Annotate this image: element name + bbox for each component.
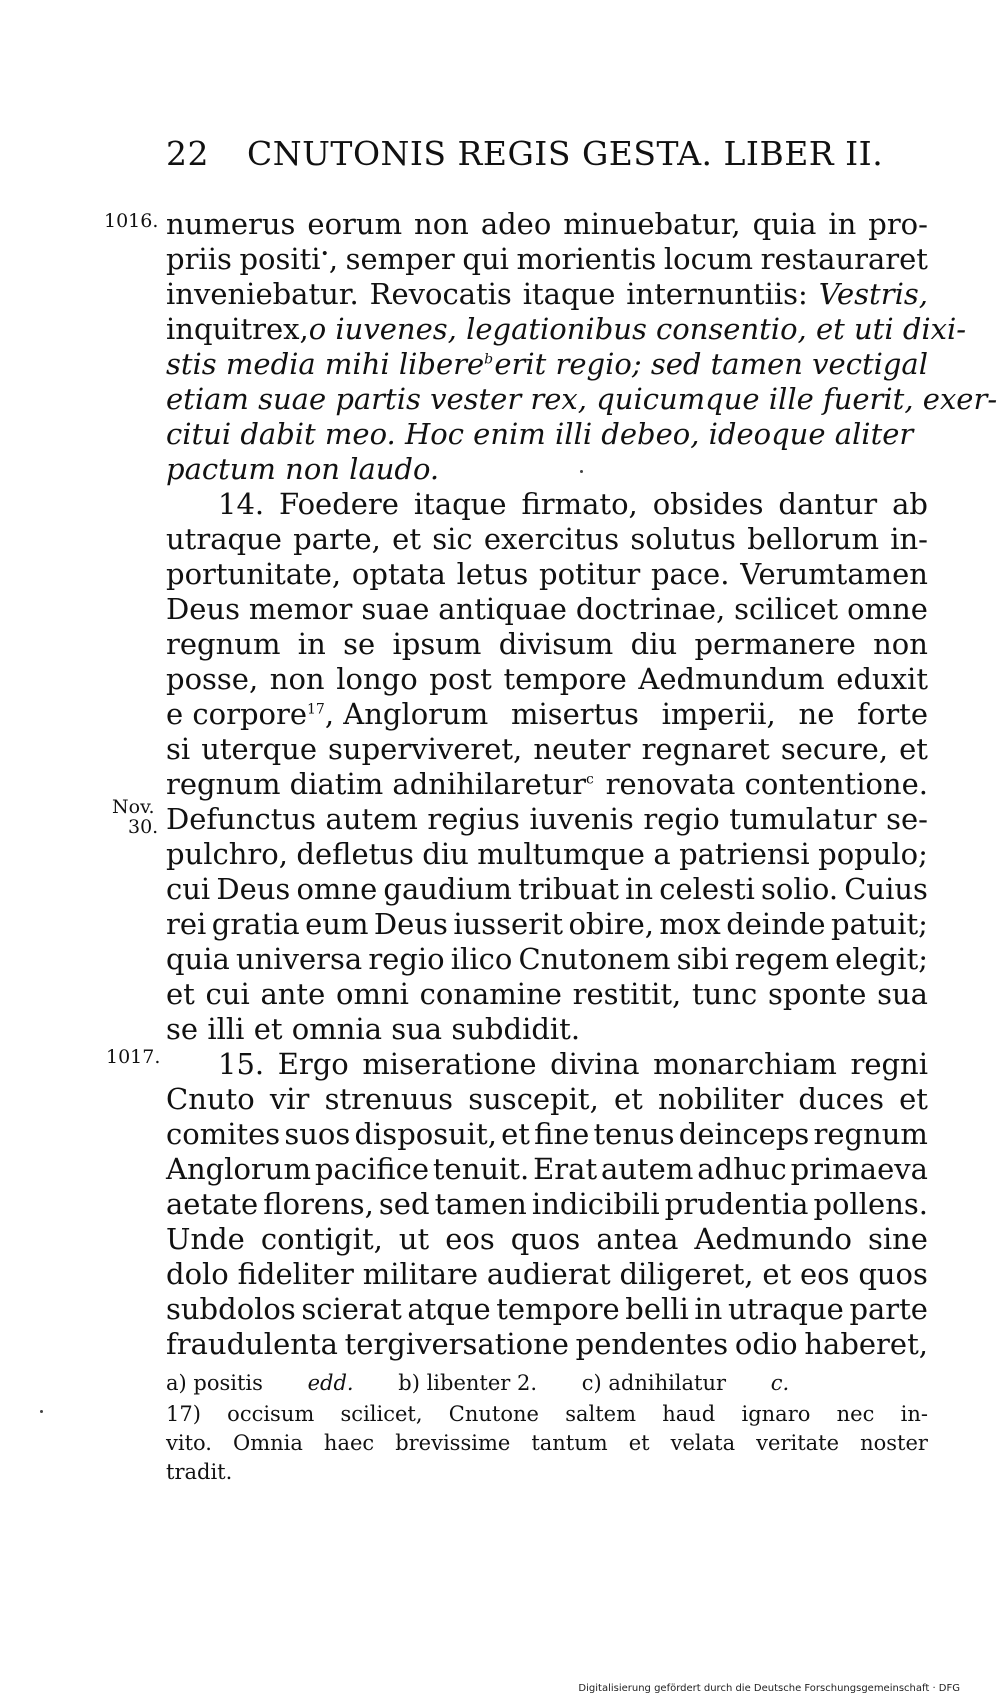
- running-header: [166, 134, 884, 173]
- footnote-17-line: tradit.: [166, 1460, 233, 1484]
- text-line: e corpore$^{17}$, Anglorum misertus imperii, ne forte: [166, 697, 928, 731]
- text-line: regnum in se ipsum divisum diu permanere non: [166, 627, 928, 661]
- text-line: Defunctus autem regius iuvenis regio tumulatur se-: [166, 802, 928, 836]
- text-line: numerus eorum non adeo minuebatur, quia in pro-: [166, 207, 928, 241]
- footnote-c: c) adnihilatur c.: [581, 1371, 790, 1395]
- text-line: pactum non laudo.: [166, 452, 440, 486]
- text-line: portunitate, optata letus potitur pace. Verumtamen: [166, 557, 928, 591]
- text-line: aetate florens, sed tamen indicibili prudentia pollens.: [166, 1187, 928, 1221]
- text-line: subdolos scierat atque tempore belli in utraque parte: [166, 1292, 928, 1326]
- text-line: dolo fideliter militare audierat diligeret, et eos quos: [166, 1257, 928, 1291]
- text-line: etiam suae partis vester rex, quicumque ille fuerit, exer-: [166, 382, 998, 416]
- text-line: Unde contigit, ut eos quos antea Aedmundo sine: [166, 1222, 928, 1256]
- text-line: regnum diatim adnihilaretur$^c$ renovata contentione.: [166, 767, 928, 801]
- margin-date-month: Nov.: [112, 796, 155, 818]
- text-line: priis positi•, semper qui morientis locum restauraret: [166, 242, 928, 276]
- text-line: et cui ante omni conamine restitit, tunc sponte sua: [166, 977, 928, 1011]
- text-line: fraudulenta tergiversatione pendentes odio haberet,: [166, 1327, 928, 1361]
- running-title: CNUTONIS REGIS GESTA. LIBER II.: [247, 134, 884, 173]
- footnote-17: 17) occisum scilicet, Cnutone saltem haud ignaro nec in-: [166, 1402, 928, 1426]
- text-line: Anglorum pacifice tenuit. Erat autem adhuc primaeva: [166, 1152, 928, 1186]
- text-line: quia universa regio ilico Cnutonem sibi regem elegit;: [166, 942, 928, 976]
- text-line: 14. Foedere itaque firmato, obsides dantur ab: [218, 487, 928, 521]
- text-line: posse, non longo post tempore Aedmundum eduxit: [166, 662, 928, 696]
- speck: [40, 1410, 43, 1413]
- text-line: se illi et omnia sua subdidit.: [166, 1012, 581, 1046]
- text-line: citui dabit meo. Hoc enim illi debeo, ideoque aliter: [166, 417, 914, 451]
- margin-date-day: 30.: [128, 816, 159, 838]
- text-line: rei gratia eum Deus iusserit obire, mox deinde patuit;: [166, 907, 928, 941]
- margin-year-1016: 1016.: [104, 210, 159, 232]
- page-number: 22: [166, 134, 209, 173]
- digitization-credit: Digitalisierung gefördert durch die Deutsche Forschungsgemeinschaft · DFG: [578, 1683, 960, 1694]
- footnote-a: a) positis edd.: [166, 1371, 354, 1395]
- text-line: Cnuto vir strenuus suscepit, et nobiliter duces et: [166, 1082, 928, 1116]
- text-line: inveniebatur. Revocatis itaque internuntiis: Vestris,: [166, 277, 928, 311]
- text-line: Deus memor suae antiquae doctrinae, scilicet omne: [166, 592, 928, 626]
- margin-year-1017: 1017.: [106, 1046, 161, 1068]
- footnote-b: b) libenter 2.: [398, 1371, 538, 1395]
- text-line: stis media mihi libere$^b$ erit regio; sed tamen vectigal: [166, 347, 928, 381]
- footnote-17-line: vito. Omnia haec brevissime tantum et velata veritate noster: [166, 1431, 928, 1455]
- footnote-ref-17: 17: [307, 701, 325, 718]
- footnotes-letters: [166, 1371, 827, 1395]
- text-line: pulchro, defletus diu multumque a patriensi populo;: [166, 837, 928, 871]
- text-line: inquit rex, o iuvenes, legationibus consentio, et uti dixi-: [166, 312, 967, 346]
- text-line: 15. Ergo miseratione divina monarchiam regni: [218, 1047, 928, 1081]
- text-line: comites suos disposuit, et fine tenus deinceps regnum: [166, 1117, 928, 1151]
- text-line: si uterque superviveret, neuter regnaret secure, et: [166, 732, 928, 766]
- speck: [580, 470, 583, 473]
- text-line: cui Deus omne gaudium tribuat in celesti solio. Cuius: [166, 872, 928, 906]
- text-line: utraque parte, et sic exercitus solutus bellorum in-: [166, 522, 928, 556]
